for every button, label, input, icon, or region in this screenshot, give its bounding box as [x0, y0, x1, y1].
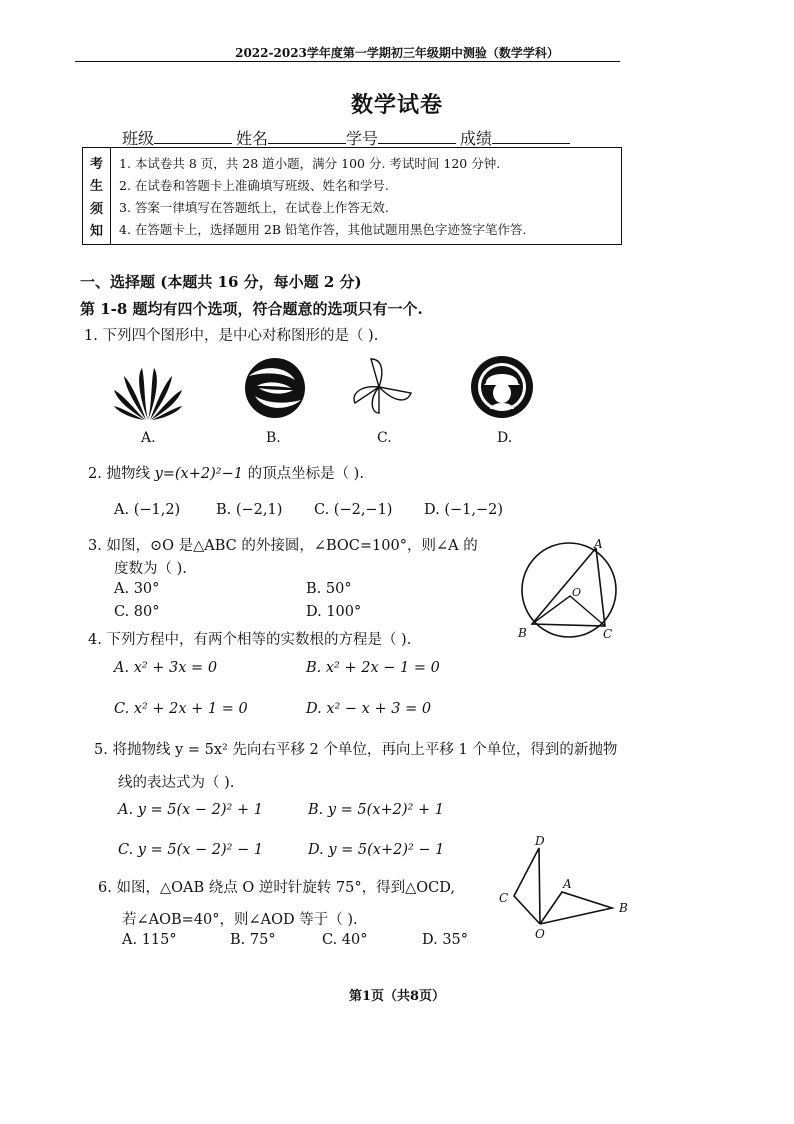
option-a: A. 115°: [122, 932, 177, 948]
info-label: 成绩: [460, 129, 493, 148]
option-a: A. y = 5(x − 2)² + 1: [118, 802, 263, 818]
figure-label-d: D.: [497, 430, 513, 446]
notice-side-char: 生: [89, 179, 103, 195]
option-b: B. 75°: [230, 932, 276, 948]
question-6-stem-line2: 若∠AOB=40°，则∠AOD 等于（ ).: [122, 912, 358, 928]
question-3-stem-line2: 度数为（ ).: [114, 561, 187, 577]
blank-line: [492, 129, 570, 144]
blank-line: [154, 129, 232, 144]
figure-label-b: B: [518, 626, 527, 640]
option-c: C. y = 5(x − 2)² − 1: [118, 842, 264, 858]
question-4-stem: 4. 下列方程中，有两个相等的实数根的方程是（ ).: [88, 632, 412, 648]
option-d: D. 100°: [306, 604, 362, 620]
header-rule: [75, 61, 620, 62]
info-field-name: [236, 126, 346, 149]
option-a: A. 30°: [114, 581, 160, 597]
figure-label-a: A: [594, 537, 603, 551]
notice-items: [119, 153, 526, 241]
option-b: B. (−2,1): [216, 502, 283, 518]
option-a: A. x² + 3x = 0: [114, 660, 218, 676]
notice-side-char: 知: [89, 224, 103, 240]
figure-label-a: A.: [141, 430, 156, 446]
question-6-stem-line1: 6. 如图，△OAB 绕点 O 逆时针旋转 75°，得到△OCD,: [98, 880, 455, 896]
figure-label-o: O: [535, 927, 545, 941]
notice-side-label: [83, 148, 111, 244]
notice-item: 4. 在答题卡上，选择题用 2B 铅笔作答，其他试题用黑色字迹签字笔作答.: [119, 222, 527, 237]
question-3-stem-line1: 3. 如图，⊙O 是△ABC 的外接圆，∠BOC=100°，则∠A 的: [88, 538, 478, 554]
page-footer: 第1页（共8页）: [348, 989, 446, 1004]
option-d: D. x² − x + 3 = 0: [306, 701, 432, 717]
exam-header: 2022-2023学年度第一学期初三年级期中测验（数学学科）: [235, 46, 559, 60]
question-text: 的顶点坐标是（ ).: [247, 466, 364, 482]
huawei-logo-figure: [113, 360, 183, 422]
question-text: 2. 抛物线: [88, 466, 150, 482]
option-c: C. 40°: [322, 932, 368, 948]
notice-item: 3. 答案一律填写在答题纸上，在试卷上作答无效.: [119, 200, 389, 215]
figure-label-b: B.: [266, 430, 281, 446]
option-b: B. 50°: [306, 581, 352, 597]
info-label: 学号: [346, 129, 379, 148]
notice-side-char: 考: [89, 156, 103, 172]
option-c: C. 80°: [114, 604, 160, 620]
figure-label-d: D: [535, 834, 545, 848]
figure-label-b: B: [619, 901, 628, 915]
info-field-score: [460, 126, 570, 149]
question-5-stem-line2: 线的表达式为（ ).: [118, 775, 235, 791]
option-b: B. x² + 2x − 1 = 0: [306, 660, 440, 676]
info-field-class: [122, 126, 232, 149]
option-d: D. 35°: [422, 932, 469, 948]
formula: y=(x+2)²−1: [154, 466, 243, 482]
option-d: D. (−1,−2): [424, 502, 503, 518]
swirl-logo-figure: [243, 356, 307, 420]
section-title: 一、选择题 (本题共 16 分，每小题 2 分): [80, 273, 362, 291]
notice-item: 1. 本试卷共 8 页，共 28 道小题，满分 100 分. 考试时间 120 分钟.: [119, 156, 501, 171]
figure-label-c: C: [499, 891, 509, 905]
option-b: B. y = 5(x+2)² + 1: [308, 802, 444, 818]
option-a: A. (−1,2): [114, 502, 181, 518]
blank-line: [268, 129, 346, 144]
pinwheel-figure: [349, 355, 415, 417]
notice-item: 2. 在试卷和答题卡上准确填写班级、姓名和学号.: [119, 178, 389, 193]
section-subtitle: 第 1-8 题均有四个选项，符合题意的选项只有一个.: [80, 300, 423, 318]
option-c: C. x² + 2x + 1 = 0: [114, 701, 248, 717]
figure-label-c: C: [603, 627, 613, 641]
question-2-stem: [88, 462, 364, 483]
option-c: C. (−2,−1): [314, 502, 393, 518]
helmet-sign-figure: [470, 355, 534, 419]
question-1-stem: 1. 下列四个图形中，是中心对称图形的是（ ).: [84, 328, 379, 344]
info-label: 班级: [122, 129, 155, 148]
info-label: 姓名: [236, 129, 269, 148]
figure-label-o: O: [572, 586, 582, 599]
figure-label-c: C.: [377, 430, 392, 446]
question-5-stem-line1: 5. 将抛物线 y = 5x² 先向右平移 2 个单位，再向上平移 1 个单位，得到的新抛物: [94, 742, 618, 758]
info-field-id: [346, 126, 456, 149]
option-d: D. y = 5(x+2)² − 1: [308, 842, 445, 858]
notice-box: [82, 147, 622, 245]
page-title: 数学试卷: [350, 92, 443, 118]
notice-side-char: 须: [89, 201, 103, 217]
figure-label-a: A: [563, 877, 572, 891]
blank-line: [378, 129, 456, 144]
